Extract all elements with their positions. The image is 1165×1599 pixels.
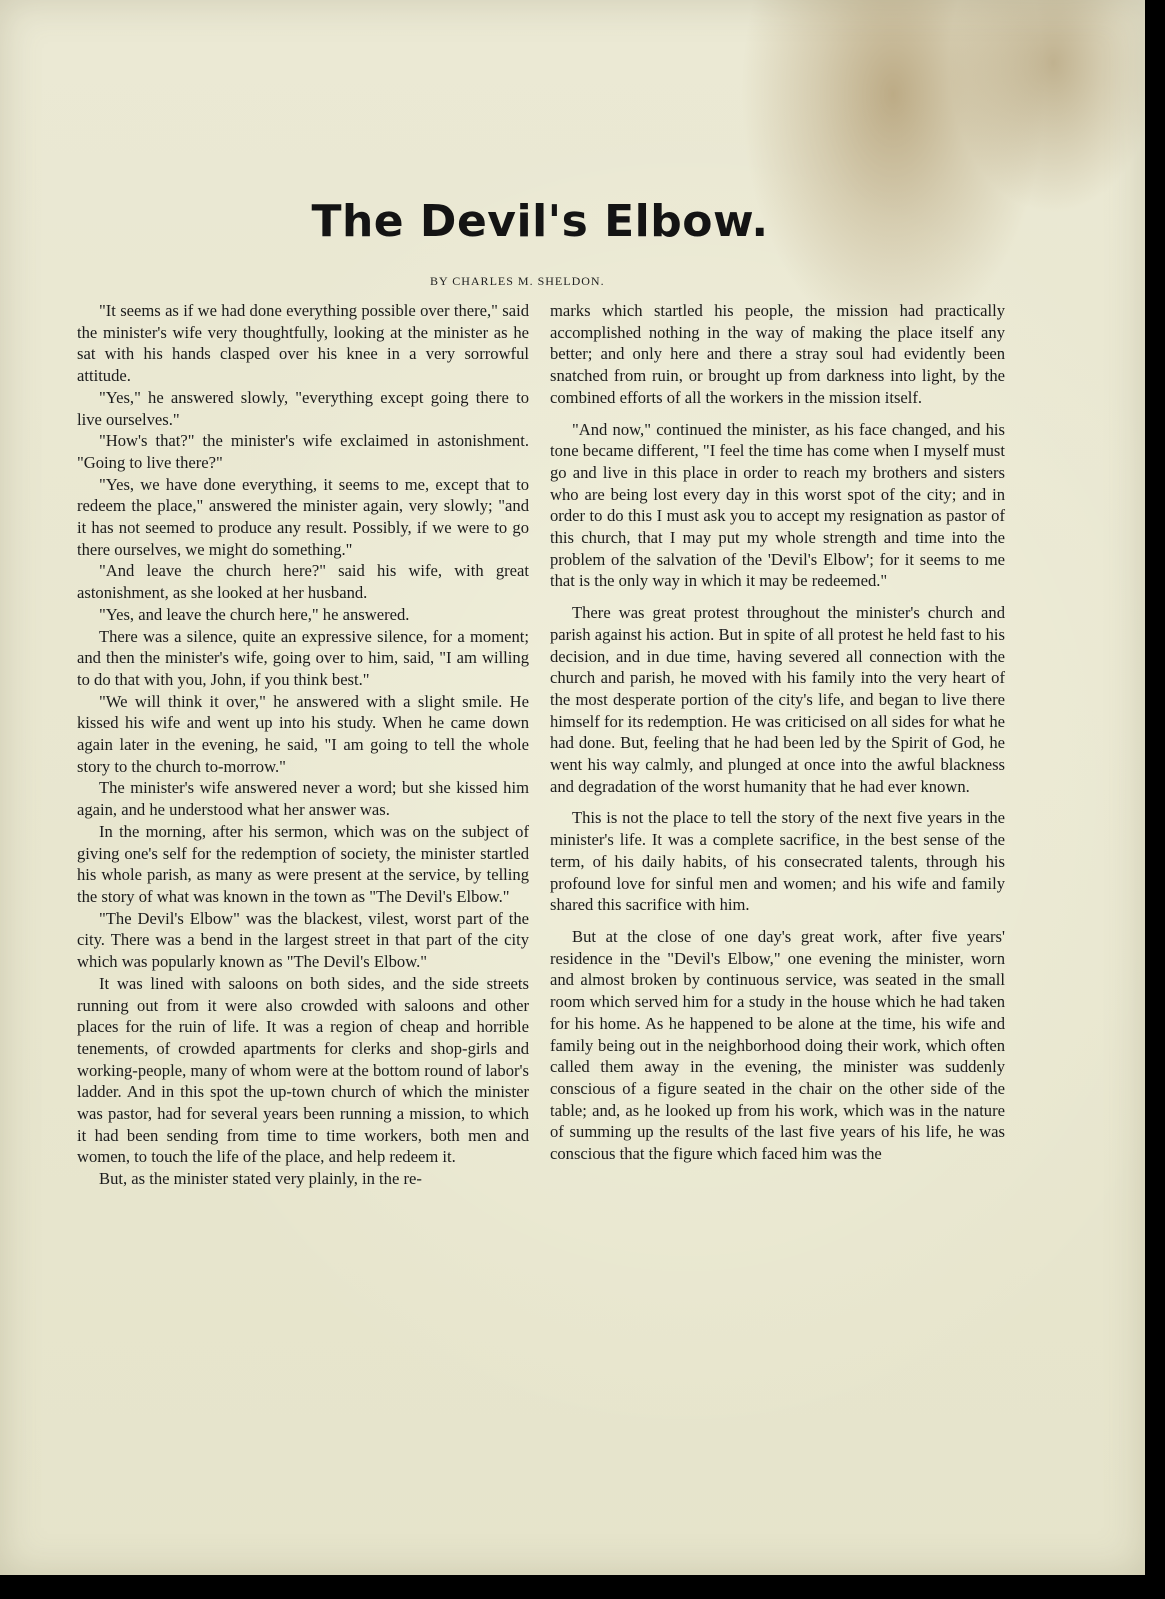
paragraph: But, as the minister stated very plainly, in the re- bbox=[99, 1169, 422, 1189]
paragraph: "And leave the church here?" said his wife, with great astonishment, as she looked at her husband. bbox=[77, 561, 529, 603]
paragraph: There was great protest throughout the minister's church and parish against his action. But in spite of all protest he held fast to his decision, and in due time, having severed all connection with the church and parish, he moved with his family into the very heart of the most desperate portion of the city's life, and began to live there himself for its redemption. He was criticised on all sides for what he had done. But, feeling that he had been led by the Spirit of God, he went his way calmly, and plunged at once into the awful blackness and degradation of the worst humanity that he had ever known. bbox=[550, 603, 1005, 796]
paragraph: "The Devil's Elbow" was the blackest, vilest, worst part of the city. There was a bend in the largest street in that part of the city which was popularly known as "The Devil's Elbow." bbox=[77, 908, 529, 972]
paragraph: "How's that?" the minister's wife exclaimed in astonishment. "Going to live there?" bbox=[77, 431, 529, 472]
paragraph: "And now," continued the minister, as his face changed, and his tone became different, "I feel the time has come when I myself must go and live in this place in order to reach my brothers and sisters who are being lost every day in this worst spot of the city; and in order to do this I must ask you to accept my resignation as pastor of this church, that I may put my whole strength and time into the problem of the salvation of the 'Devil's Elbow'; for it seems to me that is the only way in which it may be redeemed." bbox=[550, 419, 1005, 591]
paragraph: This is not the place to tell the story of the next five years in the minister's life. It was a complete sacrifice, in the best sense of the term, of his daily habits, of his consecrated talents, through his profound love for sinful men and women; and his wife and family shared this sacrifice with him. bbox=[550, 808, 1005, 915]
paragraph: "Yes," he answered slowly, "everything except going there to live ourselves." bbox=[77, 387, 529, 429]
article-byline: BY CHARLES M. SHELDON. bbox=[430, 274, 605, 288]
paragraph: "Yes, we have done everything, it seems to me, except that to redeem the place," answered the minister again, very slowly; "and it has not seemed to produce any result. Possibly, if we were to go there ourselves, we might do something." bbox=[77, 474, 529, 559]
paragraph-continued: marks which startled his people, the mission had practically accomplished nothing in the way of making the place itself any better; and only here and there a stray soul had evidently been snatched from ruin, or brought up from darkness into light, by the combined efforts of all the workers in the mission itself. bbox=[550, 301, 1005, 407]
right-column bbox=[550, 300, 1005, 1165]
left-column bbox=[77, 300, 529, 1190]
paragraph: In the morning, after his sermon, which was on the subject of giving one's self for the redemption of society, the minister startled his whole parish, as many as were present at the service, by telling the story of what was known in the town as "The Devil's Elbow." bbox=[77, 821, 529, 906]
paragraph: It was lined with saloons on both sides, and the side streets running out from it were also crowded with saloons and other places for the ruin of life. It was a region of cheap and horrible tenements, of crowded apartments for clerks and shop-girls and working-people, many of whom were at the bottom round of labor's ladder. And in this spot the up-town church of which the minister was pastor, had for several years been running a mission, to which it had been sending from time to time workers, both men and women, to touch the life of the place, and help redeem it. bbox=[77, 973, 529, 1167]
paragraph: "Yes, and leave the church here," he answered. bbox=[99, 604, 410, 624]
paragraph: But at the close of one day's great work, after five years' residence in the "Devil's Elbow," one evening the minister, worn and almost broken by continuous service, was seated in the small room which served him for a study in the house which he had taken for his home. As he happened to be alone at the time, his wife and family being out in the neighborhood doing their work, which often called them away in the evening, the minister was suddenly conscious of a figure seated in the chair on the other side of the table; and, as he looked up from his work, which was in the nature of summing up the results of the last five years of his life, he was conscious that the figure which faced him was the bbox=[550, 926, 1005, 1164]
paragraph: There was a silence, quite an expressive silence, for a moment; and then the minister's wife, going over to him, said, "I am willing to do that with you, John, if you think best." bbox=[77, 626, 529, 689]
paragraph: The minister's wife answered never a word; but she kissed him again, and he understood what her answer was. bbox=[77, 778, 529, 820]
paragraph: "It seems as if we had done everything possible over there," said the minister's wife very thoughtfully, looking at the minister as he sat with his hands clasped over his knee in a very sorrowful attitude. bbox=[77, 301, 529, 386]
paragraph: "We will think it over," he answered with a slight smile. He kissed his wife and went up into his study. When he came down again later in the evening, he said, "I am going to tell the whole story to the church to-morrow." bbox=[77, 691, 529, 776]
article-title: The Devil's Elbow. bbox=[311, 196, 769, 247]
